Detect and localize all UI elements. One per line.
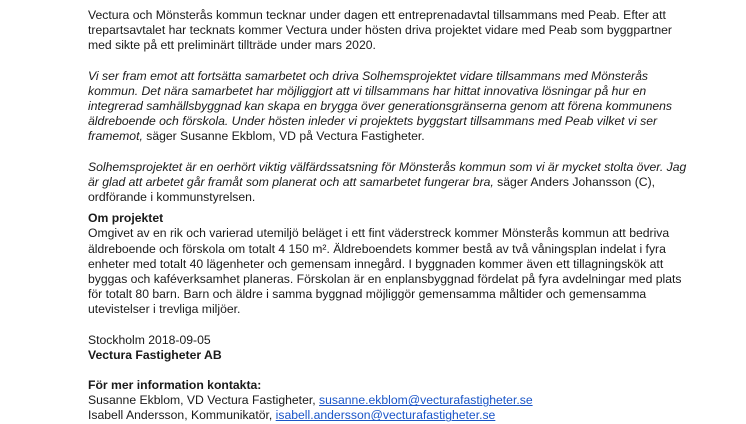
place-date: Stockholm 2018-09-05 xyxy=(88,332,211,347)
contact-heading-text: För mer information kontakta: xyxy=(88,378,262,393)
contact-person-1-label: Susanne Ekblom, VD Vectura Fastigheter, xyxy=(88,393,320,408)
project-heading xyxy=(88,211,688,226)
contact-person-2-email-link[interactable]: isabell.andersson@vecturafastigheter.se xyxy=(275,408,496,423)
contact-person-1-email-link[interactable]: susanne.ekblom@vecturafastigheter.se xyxy=(319,393,533,408)
quote-johansson xyxy=(88,160,688,206)
contact-person-2-label: Isabell Andersson, Kommunikatör, xyxy=(88,408,276,423)
quote-johansson-attribution: säger Anders Johansson (C), ordförande i kommunstyrelsen. xyxy=(88,174,656,205)
contact-heading xyxy=(88,378,688,393)
contact-person-2 xyxy=(88,408,688,423)
project-heading-text: Om projektet xyxy=(88,211,164,226)
intro-paragraph: Vectura och Mönsterås kommun tecknar under dagen ett entreprenadavtal tillsammans med Peab. Efter att trepartsavtalet har tecknats kommer Vectura under hösten driva projektet vidare med Peab som byggpartner med sikte på ett preliminärt tillträde under mars 2020. xyxy=(88,8,672,53)
company-name xyxy=(88,348,688,363)
contact-person-1 xyxy=(88,393,688,408)
quote-ekblom-text: Vi ser fram emot att fortsätta samarbetet och driva Solhemsprojektet vidare tillsammans med Mönsterås kommun. Det nära samarbetet har möjliggjort att vi tillsammans har hittat innovativa lösningar på hur en integrerad samhällsbyggnad kan skapa en brygga över generationsgränserna genom att förena kommunens äldreboende och förskola. Under hösten inleder vi projektets byggstart tillsammans med Peab vilket vi ser framemot, xyxy=(88,68,673,144)
quote-johansson-text: Solhemsprojektet är en oerhört viktig välfärdssatsning för Mönsterås kommun som vi är mycket stolta över. Jag är glad att arbetet går framåt som planerat och att samarbetet fungerar bra, xyxy=(88,159,687,189)
quote-ekblom xyxy=(88,69,688,145)
quote-ekblom-attribution: säger Susanne Ekblom, VD på Vectura Fastigheter. xyxy=(142,129,425,144)
project-body: Omgivet av en rik och varierad utemiljö beläget i ett fint väderstreck kommer Mönsterås kommun att bedriva äldreboende och förskola om totalt 4 150 m². Äldreboendets kommer bestå av två våningsplan indelat i fyra enheter med totalt 40 lägenheter och gemensam innegård. I byggnaden kommer även ett tillagningskök att byggas och kaféverksamhet planeras. Förskolan är en enplansbyggnad fördelat på fyra avdelningar med plats för totalt 80 barn. Barn och äldre i samma byggnad möjliggör gemensamma måltider och gemensamma utevistelser i trevliga miljöer. xyxy=(88,226,682,317)
company-name-text: Vectura Fastigheter AB xyxy=(88,347,222,362)
